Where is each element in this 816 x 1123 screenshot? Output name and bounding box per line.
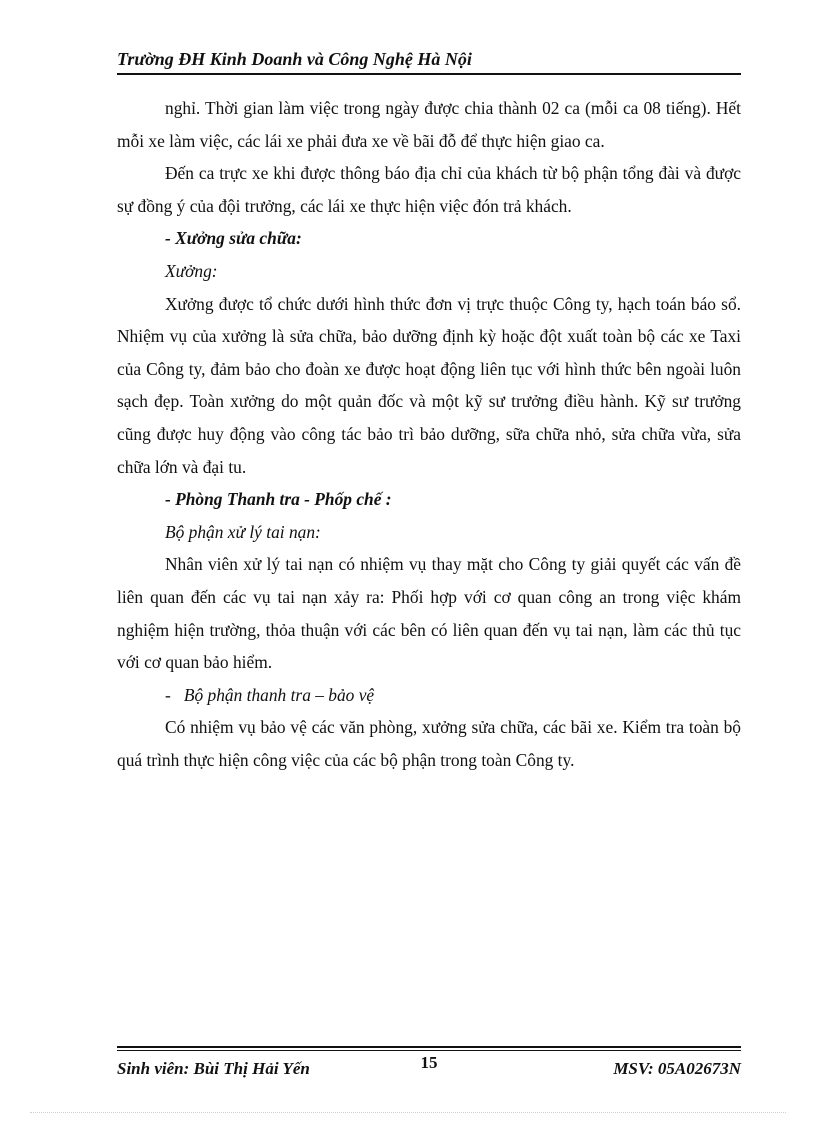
footer-rule-thin [117,1050,741,1051]
header-rule [117,73,741,75]
footer-student-id: MSV: 05A02673N [613,1059,741,1078]
header-title: Trường ĐH Kinh Doanh và Công Nghệ Hà Nội [117,49,472,69]
page-footer [117,1046,741,1079]
footer-rule [117,1046,741,1048]
paragraph-accident: Nhân viên xử lý tai nạn có nhiệm vụ thay mặt cho Công ty giải quyết các vấn đề liên quan đến các vụ tai nạn xảy ra: Phối hợp với cơ quan công an trong việc khám nghiệm hiện trường, thỏa thuận với các bên có liên quan đến vụ tai nạn, làm các thủ tục với cơ quan bảo hiểm. [117,554,741,673]
footer-row [117,1053,741,1079]
subheading-security-line [117,679,741,712]
page-header [117,48,741,75]
page-number: 15 [420,1053,438,1072]
paragraph-shifts: nghỉ. Thời gian làm việc trong ngày được chia thành 02 ca (mỗi ca 08 tiếng). Hết mỗi xe làm việc, các lái xe phải đưa xe về bãi đỗ để thực hiện giao ca. [117,98,741,151]
subheading-security: Bộ phận thanh tra – bảo vệ [183,684,375,705]
subheading-workshop: Xưởng: [165,260,218,281]
section-heading-workshop: - Xưởng sửa chữa: [165,228,302,249]
subheading-accident: Bộ phận xử lý tai nạn: [165,521,321,542]
section-heading-inspection: - Phòng Thanh tra - Phốp chế : [165,489,392,510]
page-bottom-border [30,1112,786,1113]
body-text [117,92,741,776]
paragraph-workshop: Xưởng được tổ chức dưới hình thức đơn vị trực thuộc Công ty, hạch toán báo sổ. Nhiệm vụ của xưởng là sửa chữa, bảo dưỡng định kỳ hoặc đột xuất toàn bộ các xe Taxi của Công ty, đảm bảo cho đoàn xe được hoạt động liên tục với hình thức bên ngoài luôn sạch đẹp. Toàn xưởng do một quản đốc và một kỹ sư trưởng điều hành. Kỹ sư trưởng cũng được huy động vào công tác bảo trì bảo dưỡng, sữa chữa nhỏ, sửa chữa vừa, sửa chữa lớn và đại tu. [117,293,741,477]
paragraph-security: Có nhiệm vụ bảo vệ các văn phòng, xưởng sửa chữa, các bãi xe. Kiểm tra toàn bộ quá trình thực hiện công việc của các bộ phận trong toàn Công ty. [117,717,741,770]
subheading-dash: - [165,684,171,705]
footer-student-name: Sinh viên: Bùi Thị Hải Yến [117,1059,310,1078]
paragraph-dispatch: Đến ca trực xe khi được thông báo địa chỉ của khách từ bộ phận tổng đài và được sự đồng ý của đội trưởng, các lái xe thực hiện việc đón trả khách. [117,163,741,216]
